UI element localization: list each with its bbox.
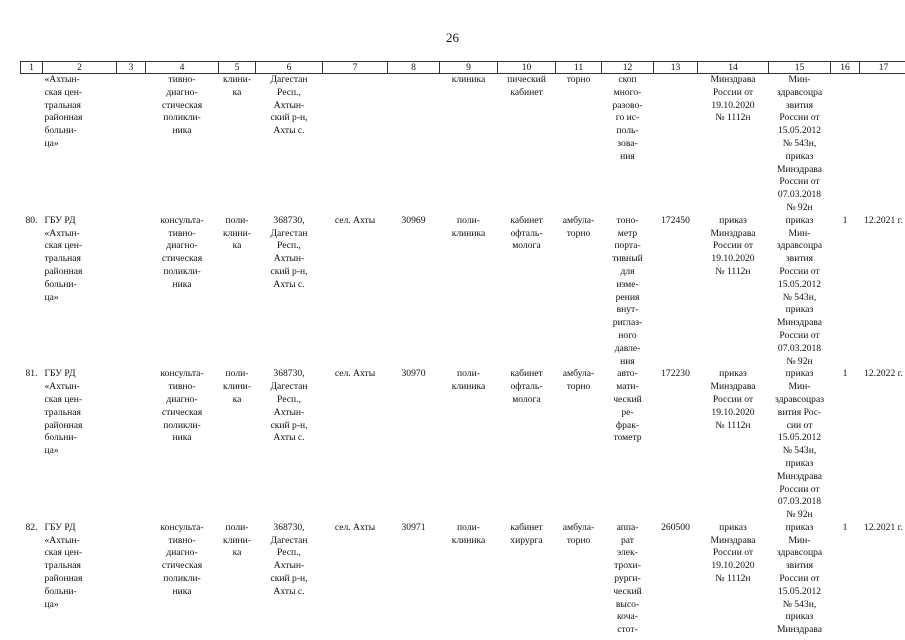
unit-cell: консульта- тивно- диагно- стическая поликли- ника [160, 214, 204, 290]
address-cell: Дагестан Респ., Ахтын- ский р-н, Ахты с. [270, 74, 308, 137]
equipment-cell: скоп много- разово- го ис- поль- зова- ния [612, 74, 643, 162]
col-header: 17 [860, 62, 905, 74]
equipment-cell: тоно- метр порта- тивный для изме- рения внут- риглаз- ного давле- ния [612, 214, 643, 367]
date-cell: 12.2021 г. [864, 214, 903, 226]
order-cell: приказ Минздрава России от 19.10.2020 № 1112н [710, 214, 756, 277]
equipment-code-cell: 172450 [661, 214, 690, 226]
organization-cell: ГБУ РД «Ахтын- ская цен- тральная районная больни- ца» [44, 521, 83, 610]
unit-cell: консульта- тивно- диагно- стическая поликли- ника [160, 521, 204, 597]
equipment-table [20, 61, 905, 637]
col-header: 1 [21, 62, 43, 74]
department-cell: поли- клиника [451, 368, 486, 393]
department-cell: клиника [451, 74, 486, 85]
row-number: 80. [25, 214, 38, 226]
col-header: 5 [219, 62, 256, 74]
col-header: 15 [769, 62, 831, 74]
equipment-code-cell: 260500 [661, 521, 690, 533]
col-header: 16 [831, 62, 860, 74]
care-mode-cell: торно [566, 74, 591, 85]
row-number: 81. [25, 368, 38, 380]
table-row [21, 522, 905, 637]
code-cell: 30969 [401, 214, 426, 226]
cabinet-cell: кабинет офталь- молога [510, 214, 543, 252]
col-header: 13 [654, 62, 698, 74]
col-header: 7 [323, 62, 388, 74]
order-cell: Минздрава России от 19.10.2020 № 1112н [710, 74, 756, 124]
date-cell: 12.2022 г. [864, 368, 903, 380]
unit-cell: тивно- диагно- стическая поликли- ника [161, 74, 203, 137]
locality-cell: сел. Ахты [334, 368, 376, 380]
address-cell: 368730, Дагестан Респ., Ахтын- ский р-н, Ахты с. [270, 521, 308, 597]
column-number-header [21, 62, 905, 74]
equipment-cell: авто- мати- ческий ре- фрак- тометр [613, 368, 642, 444]
type-cell: поли- клини- ка [222, 368, 252, 405]
standard-cell: Мин- здравсоцра звития России от 15.05.2012 № 543н, приказ Минздрава России от 07.03.2018 № 92н [776, 74, 823, 213]
col-header: 2 [43, 62, 117, 74]
page-number: 26 [446, 30, 459, 45]
date-cell: 12.2021 г. [864, 521, 903, 533]
order-cell: приказ Минздрава России от 19.10.2020 № 1112н [710, 521, 756, 585]
col-header: 4 [146, 62, 219, 74]
care-mode-cell: амбула- торно [562, 368, 595, 393]
quantity-cell: 1 [842, 521, 848, 533]
organization-cell: «Ахтын- ская цен- тральная районная больни- ца» [44, 74, 83, 149]
col-header: 14 [698, 62, 769, 74]
col-header: 8 [388, 62, 440, 74]
standard-cell: приказ Мин- здравсоцра звития России от 15.05.2012 № 543н, приказ Минздрава России от 07.03.2018 № 92н [776, 214, 823, 367]
code-cell: 30970 [401, 368, 426, 380]
col-header: 3 [117, 62, 146, 74]
department-cell: поли- клиника [451, 521, 486, 546]
standard-cell: приказ Мин- здравсоцра звития России от 15.05.2012 № 543н, приказ Минздрава [776, 521, 823, 636]
care-mode-cell: амбула- торно [562, 521, 595, 546]
row-number: 82. [25, 521, 38, 533]
unit-cell: консульта- тивно- диагно- стическая поликли- ника [160, 368, 204, 444]
cabinet-cell: пический кабинет [507, 74, 546, 98]
department-cell: поли- клиника [451, 214, 486, 239]
table-row-continued [21, 74, 905, 215]
col-header: 12 [602, 62, 654, 74]
equipment-code-cell: 172230 [661, 368, 690, 380]
standard-cell: приказ Мин- здравсоцраз вития Рос- сии от 15.05.2012 № 543н, приказ Минздрава России от 07.03.2018 № 92н [774, 368, 825, 521]
col-header: 10 [498, 62, 556, 74]
type-cell: клини- ка [222, 74, 252, 98]
type-cell: поли- клини- ка [222, 214, 252, 252]
address-cell: 368730, Дагестан Респ., Ахтын- ский р-н, Ахты с. [270, 368, 308, 444]
col-header: 6 [256, 62, 323, 74]
table-row [21, 368, 905, 522]
locality-cell: сел. Ахты [334, 214, 376, 226]
care-mode-cell: амбула- торно [562, 214, 595, 239]
quantity-cell: 1 [842, 368, 848, 380]
cabinet-cell: кабинет хирурга [510, 521, 543, 546]
cabinet-cell: кабинет офталь- молога [510, 368, 543, 405]
locality-cell: сел. Ахты [334, 521, 376, 533]
quantity-cell: 1 [842, 214, 848, 226]
organization-cell: ГБУ РД «Ахтын- ская цен- тральная районная больни- ца» [44, 368, 83, 457]
col-header: 11 [556, 62, 602, 74]
code-cell: 30971 [401, 521, 426, 533]
order-cell: приказ Минздрава России от 19.10.2020 № 1112н [710, 368, 756, 431]
address-cell: 368730, Дагестан Респ., Ахтын- ский р-н, Ахты с. [270, 214, 308, 290]
table-row [21, 215, 905, 369]
equipment-cell: аппа- рат элек- трохи- рурги- ческий высо- коча- стот- [613, 521, 642, 636]
type-cell: поли- клини- ка [222, 521, 252, 559]
organization-cell: ГБУ РД «Ахтын- ская цен- тральная районная больни- ца» [44, 214, 83, 303]
col-header: 9 [440, 62, 498, 74]
